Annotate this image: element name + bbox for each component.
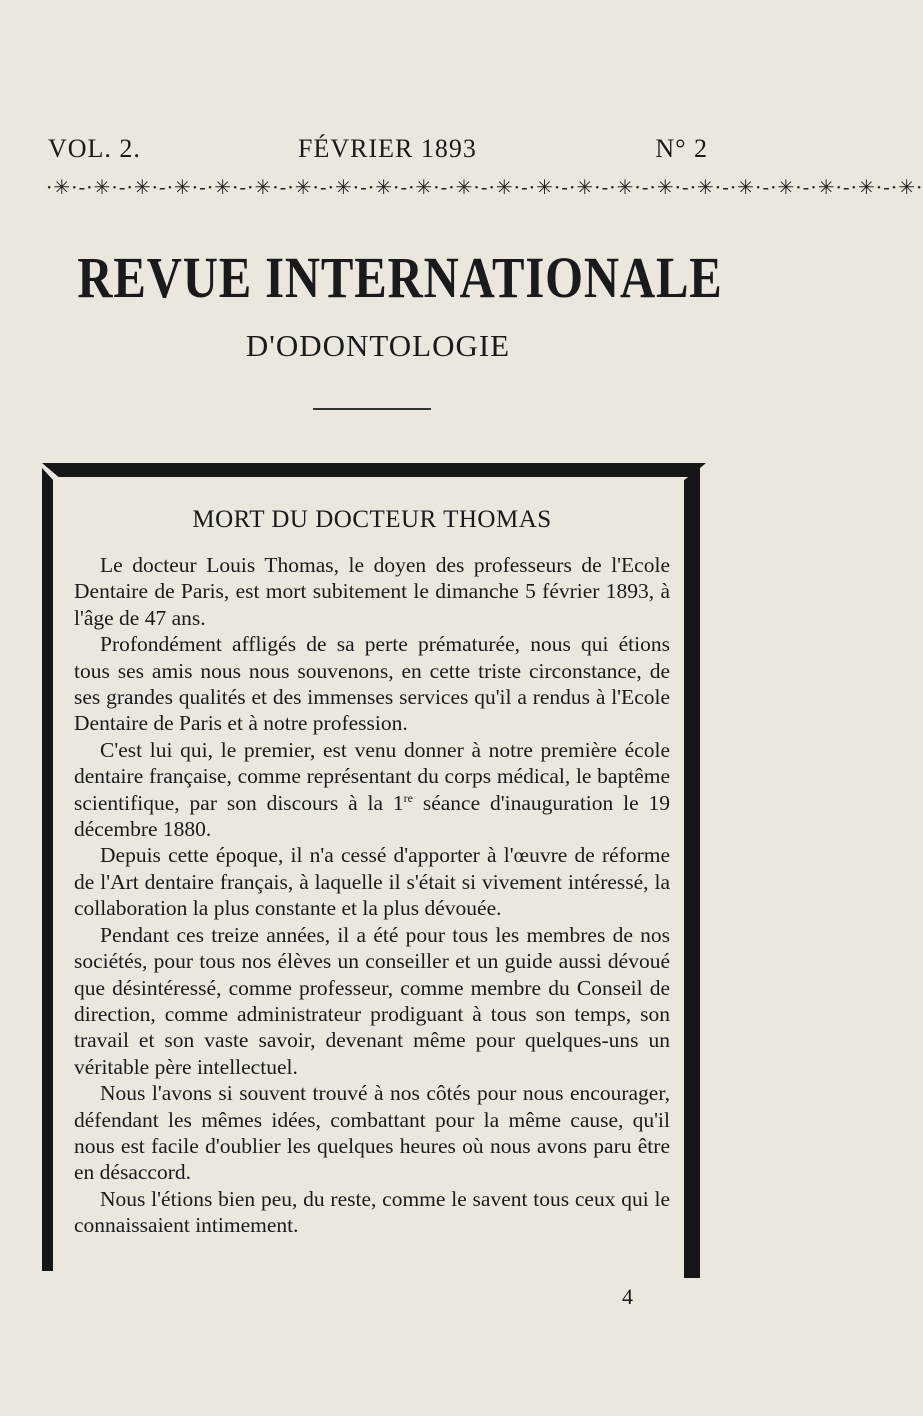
article-paragraph xyxy=(74,737,670,843)
article-title: MORT DU DOCTEUR THOMAS xyxy=(192,506,552,533)
article-body xyxy=(74,552,670,1239)
journal-subtitle: D'ODONTOLOGIE xyxy=(245,328,511,363)
article-paragraph: Pendant ces treize années, il a été pour tous les membres de nos sociétés, pour tous nos élèves un conseiller et un guide aussi dévoué que désintéressé, comme professeur, comme membre du Conseil de direction, comme administrateur prodiguant à tous son temps, son travail et son vaste savoir, devenant même pour quelques-uns un véritable père intellectuel. xyxy=(74,922,670,1079)
paragraph-text: séance d'inauguration le 19 décembre 1880. xyxy=(74,790,671,842)
running-header xyxy=(48,134,708,168)
title-rule xyxy=(313,408,431,410)
issue-date: FÉVRIER 1893 xyxy=(298,134,477,163)
mourning-border-top xyxy=(42,463,706,477)
article-paragraph: Nous l'avons si souvent trouvé à nos côtés pour nous encourager, défendant les mêmes idées, combattant pour la même cause, qu'il nous est facile d'oublier les quelques heures où nous avons paru être en désaccord. xyxy=(74,1081,670,1185)
issue-number: N° 2 xyxy=(655,134,708,163)
ornamental-divider: ·✳·-·✳·-·✳·-·✳·-·✳·-·✳·-·✳·-·✳·-·✳·-·✳·-·✳·-·✳·-·✳·-·✳·-·✳·-·✳·-·✳·-·✳·-·✳·-·✳·-·✳·-·✳· xyxy=(46,175,923,199)
article-paragraph: Depuis cette époque, il n'a cessé d'apporter à l'œuvre de réforme de l'Art dentaire français, à laquelle il s'était si vivement intéressé, la collaboration la plus constante et la plus dévouée. xyxy=(74,843,670,921)
article-paragraph: Le docteur Louis Thomas, le doyen des professeurs de l'Ecole Dentaire de Paris, est mort subitement le dimanche 5 février 1893, à l'âge de 47 ans. xyxy=(74,553,670,630)
ordinal-superscript: re xyxy=(403,790,413,805)
paragraph-text: C'est lui qui, le premier, est venu donner à notre première école dentaire française, comme représentant du corps médical, le baptême scientifique, par son discours à la 1 xyxy=(74,737,670,815)
article-paragraph: Profondément affligés de sa perte prématurée, nous qui étions tous ses amis nous nous souvenons, en cette triste circonstance, de ses grandes qualités et des immenses services qu'il a rendus à l'Ecole Dentaire de Paris et à notre profession. xyxy=(74,632,670,736)
volume-label: VOL. 2. xyxy=(48,134,141,163)
mourning-border-right xyxy=(684,468,700,1278)
journal-title: REVUE INTERNATIONALE xyxy=(77,245,723,310)
page-number: 4 xyxy=(622,1284,633,1309)
article-paragraph: Nous l'étions bien peu, du reste, comme le savent tous ceux qui le connaissaient intimement. xyxy=(74,1186,670,1238)
mourning-border-left xyxy=(42,468,53,1271)
